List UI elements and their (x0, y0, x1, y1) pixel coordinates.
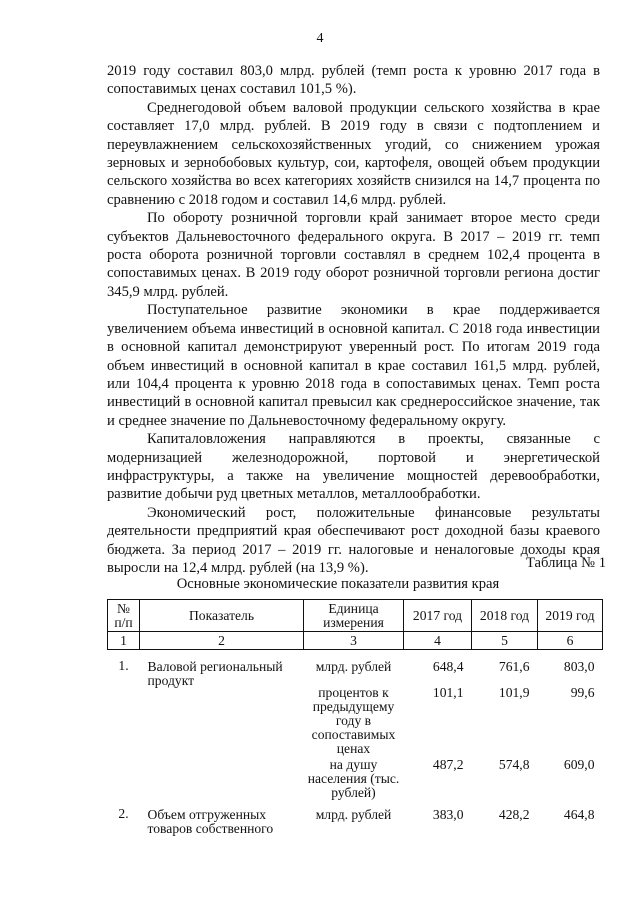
body-text (107, 62, 600, 577)
page-number: 4 (316, 31, 324, 46)
header-2019: 2019 год (538, 600, 603, 632)
header-unit: Единица измерения (304, 600, 404, 632)
value-2019: 99,6 (570, 685, 595, 700)
value-2019: 464,8 (563, 807, 595, 822)
unit-cell: млрд. рублей (315, 807, 392, 822)
header-no: № п/п (108, 600, 140, 632)
header-2018: 2018 год (472, 600, 538, 632)
row-number (108, 685, 140, 757)
value-2017: 101,1 (432, 685, 464, 700)
value-2018: 761,6 (498, 659, 530, 674)
unit-cell: процентов к предыдущему году в сопоставимых ценах (311, 685, 396, 756)
table-number: Таблица № 1 (526, 555, 606, 571)
value-2017: 648,4 (432, 659, 464, 674)
column-number: 1 (108, 632, 140, 650)
value-2017: 383,0 (432, 807, 464, 822)
header-indicator: Показатель (140, 600, 304, 632)
table-title: Основные экономические показатели развития края (176, 576, 500, 592)
row-number: 2. (118, 806, 129, 821)
paragraph-budget: Экономический рост, положительные финансовые результаты деятельности предприятий края обеспечивают рост доходной базы краевого бюджета. За период 2017 – 2019 гг. налоговые и неналоговые доходы края выросли на 12,4 млрд. рублей (на 13,9 %). (107, 504, 600, 576)
column-number: 5 (472, 632, 538, 650)
paragraph-agriculture: Среднегодовой объем валовой продукции сельского хозяйства в крае составляет 17,0 млрд. рублей. В 2019 году в связи с подтоплением и переувлажнением сельскохозяйственных угодий, со снижением урожая зерновых и зернобобовых культур, сои, картофеля, овощей объем продукции сельского хозяйства во всех категориях хозяйств снизился на 14,7 процента по сравнению с 2018 годом и составил 14,6 млрд. рублей. (107, 99, 600, 208)
paragraph-investment: Поступательное развитие экономики в крае поддерживается увеличением объема инвестиций в основной капитал. С 2018 года инвестиции в основной капитал демонстрируют уверенный рост. По итогам 2019 года объем инвестиций в основной капитал в крае составил 161,5 млрд. рублей, или 104,4 процента к уровню 2018 года в сопоставимых ценах. Темп роста инвестиций в основной капитал превысил как среднероссийское значение, так и среднее значение по Дальневосточному федеральному округу. (107, 302, 600, 429)
value-2018: 101,9 (498, 685, 530, 700)
value-2018: 574,8 (498, 757, 530, 772)
unit-cell: млрд. рублей (315, 659, 392, 674)
unit-cell: на душу населения (тыс. рублей) (307, 757, 400, 800)
indicator-cell: Объем отгруженных товаров собственного (147, 807, 274, 836)
value-2019: 609,0 (563, 757, 595, 772)
column-numbers-row (108, 632, 603, 650)
column-number: 6 (538, 632, 603, 650)
row-number: 1. (118, 658, 129, 673)
indicator-cell: Валовой региональный продукт (147, 659, 283, 688)
value-2018: 428,2 (498, 807, 530, 822)
paragraph-retail: По обороту розничной торговли край занимает второе место среди субъектов Дальневосточного федерального округа. В 2017 – 2019 гг. темп роста оборота розничной торговли составлял в среднем 102,4 процента в сопоставимых ценах. В 2019 году оборот розничной торговли региона достиг 345,9 млрд. рублей. (107, 210, 600, 300)
column-number: 4 (404, 632, 472, 650)
column-number: 2 (140, 632, 304, 650)
column-number: 3 (304, 632, 404, 650)
paragraph-grp: 2019 году составил 803,0 млрд. рублей (темп роста к уровню 2017 года в сопоставимых ценах составил 101,5 %). (107, 63, 600, 98)
value-2019: 803,0 (563, 659, 595, 674)
row-number (108, 757, 140, 807)
table-header-row (108, 600, 603, 632)
value-2017: 487,2 (432, 757, 464, 772)
indicators-table (107, 599, 603, 837)
header-2017: 2017 год (404, 600, 472, 632)
table-row (108, 807, 603, 837)
paragraph-capital: Капиталовложения направляются в проекты, связанные с модернизацией железнодорожной, портовой и энергетической инфраструктуры, а также на увеличение мощностей деревообработки, развитие добычи руд цветных металлов, металлообработки. (107, 431, 600, 503)
table-row (108, 659, 603, 685)
